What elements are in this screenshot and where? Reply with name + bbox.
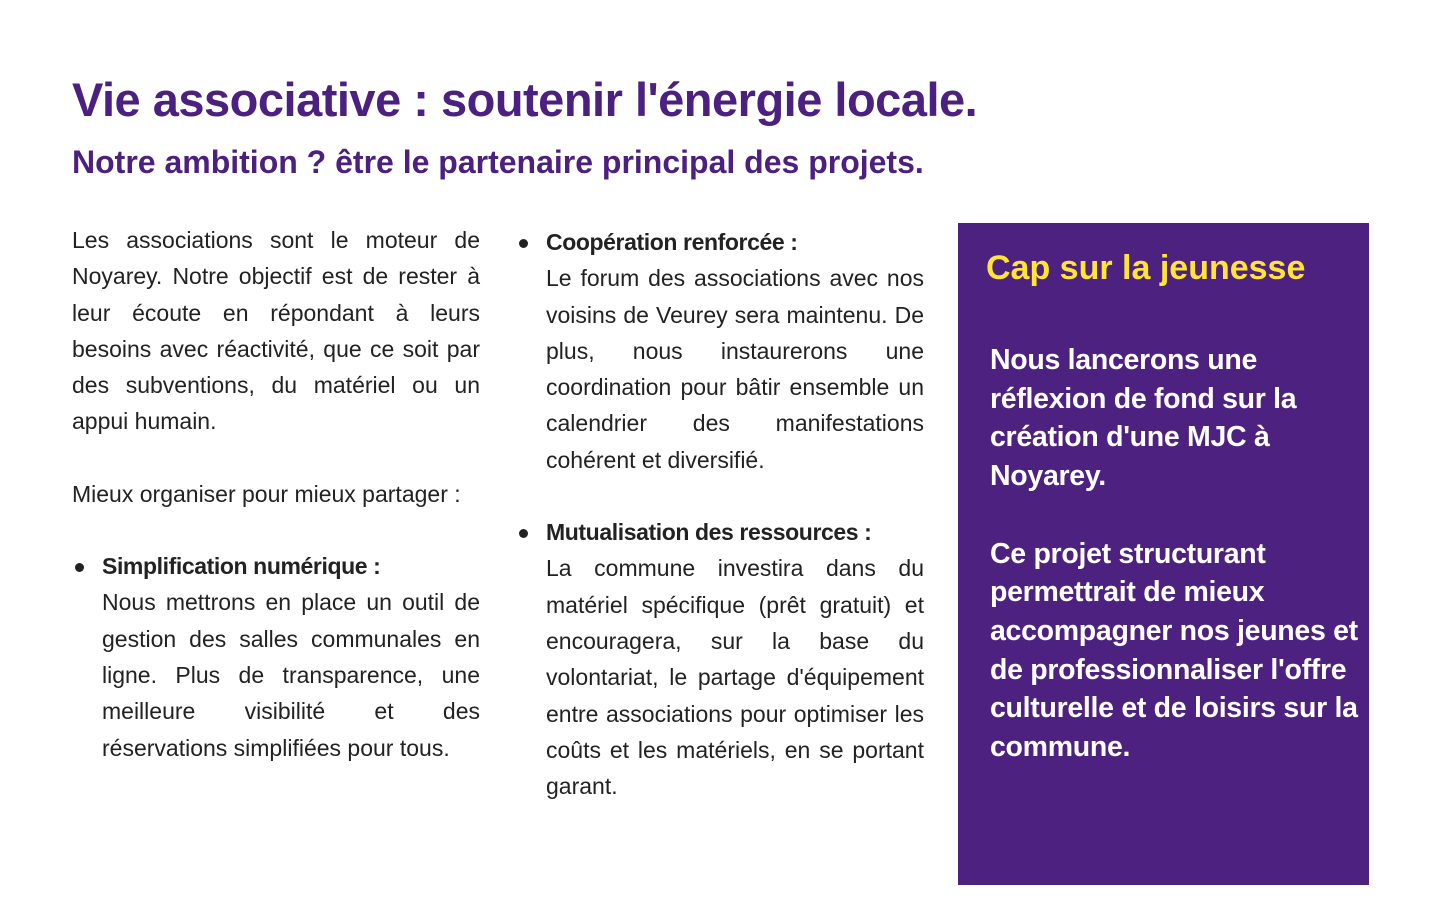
bullet-text: La commune investira dans du matériel spécifique (prêt gratuit) et encouragera, sur la base du volontariat, le partage d'équipement entre associations pour optimiser les coûts et les matériels, en se portant garant.	[546, 555, 924, 800]
panel-paragraph: Nous lancerons une réflexion de fond sur la création d'une MJC à Noyarey.	[990, 344, 1297, 493]
bullet-title: Mutualisation des ressources :	[546, 519, 872, 546]
panel-title: Cap sur la jeunesse	[986, 249, 1306, 287]
spacer	[990, 496, 1362, 535]
spacer	[516, 478, 924, 514]
bullet-text: Le forum des associations avec nos voisins de Veurey sera maintenu. De plus, nous instaurerons une coordination pour bâtir ensemble un calendrier des manifestations cohérent et diversifié.	[546, 265, 924, 473]
spacer	[72, 440, 480, 476]
page-title: Vie associative : soutenir l'énergie locale.	[72, 73, 978, 126]
bullet-title: Simplification numérique :	[102, 553, 381, 580]
bullet-title: Coopération renforcée :	[546, 229, 798, 255]
intro-paragraph: Les associations sont le moteur de Noyarey. Notre objectif est de rester à leur écoute en répondant à leurs besoins avec réactivité, que ce soit par des subventions, du matériel ou un appui humain.	[72, 227, 480, 435]
column-associations	[72, 222, 480, 766]
lead-paragraph: Mieux organiser pour mieux partager :	[72, 480, 461, 507]
spacer	[72, 512, 480, 548]
bullet-simplification	[72, 548, 480, 766]
youth-panel	[958, 223, 1369, 885]
panel-paragraph: Ce projet structurant permettrait de mieux accompagner nos jeunes et de professionnaliser l'offre culturelle et de loisirs sur la commune.	[990, 537, 1358, 764]
column-cooperation	[516, 224, 924, 804]
bullet-cooperation	[516, 224, 924, 478]
page-subtitle: Notre ambition ? être le partenaire principal des projets.	[72, 144, 924, 180]
bullet-text: Nous mettrons en place un outil de gestion des salles communales en ligne. Plus de transparence, une meilleure visibilité et des réservations simplifiées pour tous.	[102, 589, 480, 761]
bullet-mutualisation	[516, 514, 924, 804]
panel-body	[990, 341, 1362, 767]
